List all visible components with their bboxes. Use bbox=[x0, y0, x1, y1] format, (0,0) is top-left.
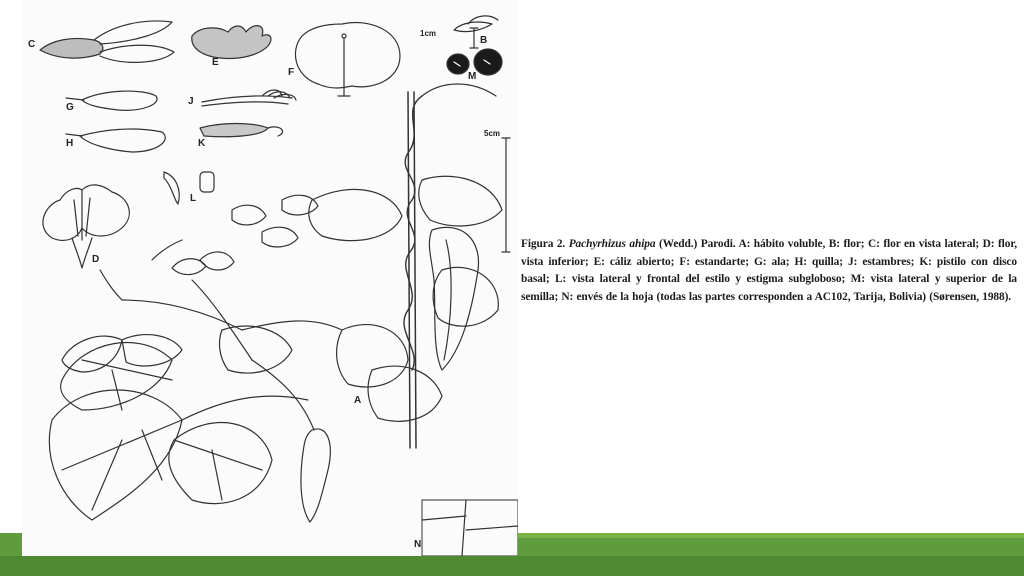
part-b-drawing bbox=[454, 16, 498, 32]
part-l-drawing bbox=[164, 172, 214, 204]
part-f-drawing bbox=[295, 22, 400, 96]
part-g-drawing bbox=[66, 91, 157, 110]
caption-species: Pachyrhizus ahipa bbox=[568, 238, 656, 250]
part-label-l: L bbox=[190, 193, 197, 204]
scale-1cm: 1cm bbox=[420, 29, 437, 38]
botanical-illustration bbox=[22, 0, 518, 556]
part-label-j: J bbox=[188, 96, 194, 107]
part-a-drawing bbox=[49, 176, 502, 522]
part-e-drawing bbox=[192, 26, 271, 59]
part-label-c: C bbox=[28, 39, 36, 50]
part-label-m: M bbox=[468, 71, 477, 82]
part-label-k: K bbox=[198, 138, 206, 149]
figure-caption bbox=[521, 236, 1017, 306]
part-label-f: F bbox=[288, 67, 295, 78]
part-h-drawing bbox=[66, 129, 165, 152]
part-label-b: B bbox=[480, 35, 488, 46]
part-label-g: G bbox=[66, 102, 74, 113]
part-c-drawing bbox=[40, 21, 174, 62]
illustration-drawing bbox=[22, 0, 518, 556]
footer-band-left bbox=[0, 533, 22, 556]
footer-band-dark bbox=[0, 556, 1024, 576]
part-label-a: A bbox=[354, 395, 362, 406]
part-label-e: E bbox=[212, 57, 219, 68]
part-label-n: N bbox=[414, 539, 422, 550]
part-label-h: H bbox=[66, 138, 74, 149]
part-k-drawing bbox=[200, 124, 283, 137]
part-j-drawing bbox=[202, 90, 296, 106]
part-d-drawing bbox=[43, 185, 129, 268]
part-n-drawing bbox=[422, 500, 518, 556]
caption-text: (Wedd.) Parodi. A: hábito voluble, B: flor; C: flor en vista lateral; D: flor, vista inferior; E: cáliz abierto; F: estandarte; G: ala; H: quilla; J: estambres; K: pistilo con disco basal; L: vista lateral y frontal del estilo y estigma subgloboso; M: vista lateral y superior de la semilla; N: envés de la hoja (todas las partes corresponden a AC102, Tarija, Bolivia) (Sørensen, 1988). bbox=[521, 238, 1017, 303]
part-label-d: D bbox=[92, 254, 100, 265]
caption-prefix: Figura 2. bbox=[521, 238, 569, 250]
footer-band-mid bbox=[518, 538, 1024, 556]
scale-5cm: 5cm bbox=[484, 129, 501, 138]
